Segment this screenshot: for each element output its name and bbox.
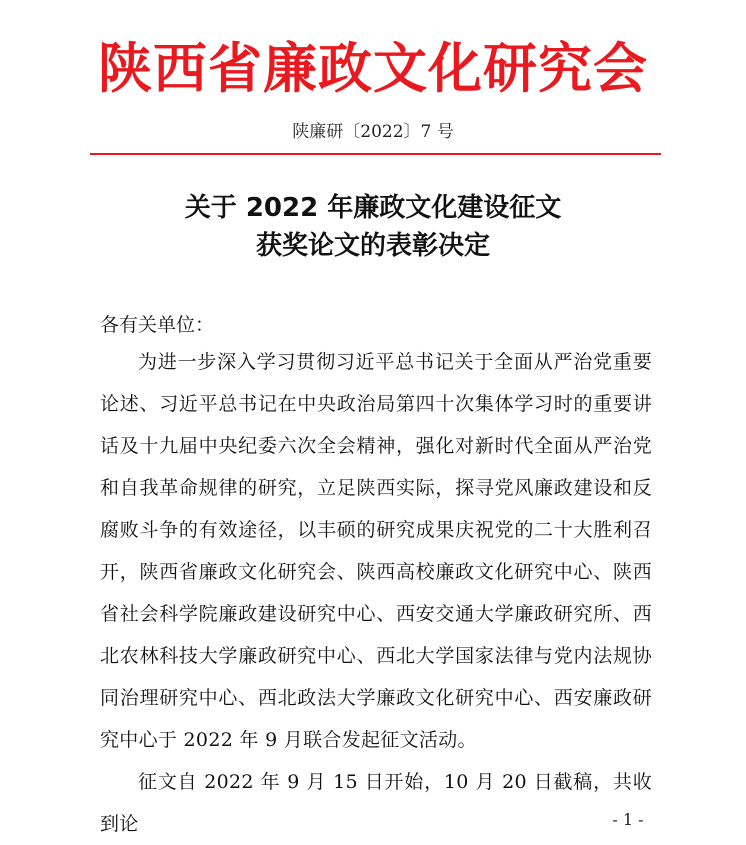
body-paragraph-1: 为进一步深入学习贯彻习近平总书记关于全面从严治党重要论述、习近平总书记在中央政治局第四十次集体学习时的重要讲话及十九届中央纪委六次全会精神，强化对新时代全面从严治党和自我革命规律的研究，立足陕西实际，探寻党风廉政建设和反腐败斗争的有效途径，以丰硕的研究成果庆祝党的二十大胜利召开，陕西省廉政文化研究会、陕西高校廉政文化研究中心、陕西省社会科学院廉政建设研究中心、西安交通大学廉政研究所、西北农林科技大学廉政研究中心、西北大学国家法律与党内法规协同治理研究中心、西北政法大学廉政文化研究中心、西安廉政研究中心于 2022 年 9 月联合发起征文活动。 [100,351,652,751]
red-divider-line [90,153,661,155]
body-paragraph-2: 征文自 2022 年 9 月 15 日开始，10 月 20 日截稿，共收到论 [100,771,652,835]
document-number: 陕廉研〔2022〕7 号 [292,122,454,142]
salutation: 各有关单位： [100,314,215,336]
document-title-line-2: 获奖论文的表彰决定 [255,231,490,261]
document-title-line-1: 关于 2022 年廉政文化建设征文 [184,193,562,223]
page-number: - 1 - [612,810,644,829]
organization-header: 陕西省廉政文化研究会 [98,36,648,100]
document-body [100,341,652,845]
